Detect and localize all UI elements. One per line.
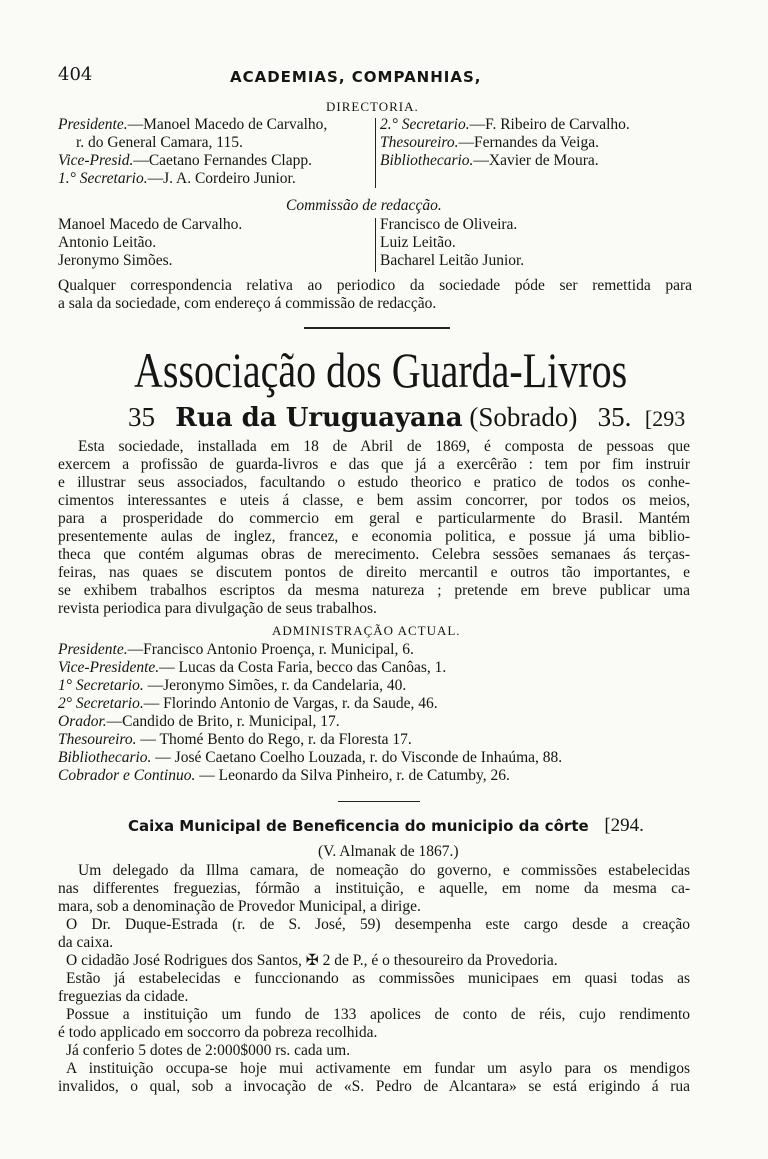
role-label: 1° Secretario. — [58, 677, 144, 694]
role-label: Presidente. — [58, 641, 128, 658]
member-text: r. do General Camara, 115. — [76, 134, 243, 151]
body-line: theca que contém algumas obras de merecimento. Celebra sessões semanaes ás terças- — [58, 546, 690, 563]
role-label: Cobrador e Continuo. — [58, 767, 196, 784]
note-line: Qualquer correspondencia relativa ao periodico da sociedade póde ser remettida para — [58, 277, 692, 294]
caixa-line: Estão já estabelecidas e funccionando as commissões municipaes em quasi todas as — [66, 970, 690, 987]
caixa-line: mara, sob a denominação de Provedor Municipal, a dirige. — [58, 898, 421, 915]
directoria-right-row — [380, 116, 630, 134]
role-label: Presidente. — [58, 116, 128, 133]
role-label: Vice-Presid. — [58, 152, 134, 169]
directoria-heading: DIRECTORIA. — [326, 99, 419, 114]
street-number: 35. — [597, 402, 632, 432]
body-line: Esta sociedade, installada em 18 de Abril de 1869, é composta de pessoas que — [78, 438, 690, 455]
body-line: revista periodica para divulgação de seus trabalhos. — [58, 600, 377, 617]
column-divider — [375, 218, 376, 272]
body-line: para a prosperidade do commercio em geral e particularmente do Brasil. Mantém — [58, 510, 690, 527]
directoria-left-row — [76, 134, 243, 152]
member-text: — José Caetano Coelho Louzada, r. do Visconde de Inhaúma, 88. — [151, 749, 563, 766]
body-line: exercem a profissão de guarda-livros e das que já a exercêrão : tem por fim instruir — [58, 456, 690, 473]
member-text: —Francisco Antonio Proença, r. Municipal, 6. — [127, 641, 414, 658]
admin-row — [58, 713, 340, 731]
caixa-line: Um delegado da Illma camara, de nomeação do governo, e commissões estabelecidas — [78, 862, 690, 879]
admin-row — [58, 695, 438, 713]
caixa-line: invalidos, o qual, sob a invocação de «S. Pedro de Alcantara» se está erigindo á rua — [58, 1078, 690, 1095]
role-label: Vice-Presidente. — [58, 659, 160, 676]
street-number: 35 — [128, 402, 155, 432]
role-label: Thesoureiro. — [380, 134, 459, 151]
commission-member: Luiz Leitão. — [380, 234, 456, 251]
member-text: —Caetano Fernandes Clapp. — [133, 152, 312, 169]
body-line: feiras, nas quaes se discutem pontos de direito mercantil e outros tão importantes, e — [58, 564, 690, 581]
member-text: —Manoel Macedo de Carvalho, — [127, 116, 328, 133]
separator-rule — [338, 801, 420, 802]
caixa-line: O cidadão José Rodrigues dos Santos, ✠ 2 de P., é o thesoureiro da Provedoria. — [66, 952, 558, 969]
admin-row — [58, 767, 510, 785]
member-text: —J. A. Cordeiro Junior. — [147, 170, 296, 187]
entry-ref: [294. — [604, 815, 644, 836]
running-title: ACADEMIAS, COMPANHIAS, — [230, 68, 482, 86]
caixa-line: Possue a instituição um fundo de 133 apolices de conto de réis, cujo rendimento — [66, 1006, 690, 1023]
body-line: presentemente aulas de inglez, francez, e economia politica, e possue já uma biblio- — [58, 528, 690, 545]
commission-heading: Commissão de redacção. — [286, 197, 442, 214]
role-label: 2° Secretario. — [58, 695, 144, 712]
admin-row — [58, 641, 414, 659]
member-text: —F. Ribeiro de Carvalho. — [469, 116, 630, 133]
role-label: 2.° Secretario. — [380, 116, 470, 133]
admin-row — [58, 677, 406, 695]
street-note: (Sobrado) — [469, 402, 578, 432]
member-text: — Florindo Antonio de Vargas, r. da Saude, 46. — [143, 695, 438, 712]
caixa-line: freguezias da cidade. — [58, 988, 189, 1005]
commission-member: Francisco de Oliveira. — [380, 216, 518, 233]
role-label: Bibliothecario. — [380, 152, 474, 169]
caixa-line: é todo applicado em soccorro da pobreza recolhida. — [58, 1024, 378, 1041]
directoria-left-row — [58, 116, 327, 134]
directoria-left-row — [58, 152, 312, 170]
member-text: — Thomé Bento do Rego, r. da Floresta 17. — [136, 731, 412, 748]
role-label: Thesoureiro. — [58, 731, 137, 748]
commission-member: Antonio Leitão. — [58, 234, 157, 251]
street-name: Rua da Uruguayana — [175, 403, 463, 433]
admin-row — [58, 749, 562, 767]
note-line: a sala da sociedade, com endereço á commissão de redacção. — [58, 295, 437, 312]
role-label: Bibliothecario. — [58, 749, 152, 766]
member-text: —Jeronymo Simões, r. da Candelaria, 40. — [143, 677, 407, 694]
commission-member: Manoel Macedo de Carvalho. — [58, 216, 243, 233]
role-label: 1.° Secretario. — [58, 170, 148, 187]
caixa-line: A instituição occupa-se hoje mui activamente em fundar um asylo para os mendigos — [66, 1060, 690, 1077]
entry-ref: [293 — [644, 406, 686, 431]
member-text: — Lucas da Costa Faria, becco das Canôas, 1. — [159, 659, 447, 676]
member-text: —Candido de Brito, r. Municipal, 17. — [106, 713, 340, 730]
admin-heading: ADMINISTRAÇÃO ACTUAL. — [272, 623, 461, 638]
column-divider — [375, 118, 376, 188]
caixa-line: nas differentes freguezias, fórmão a instituição, e aquelle, em nome da mesma ca- — [58, 880, 690, 897]
commission-member: Bacharel Leitão Junior. — [380, 252, 525, 269]
body-line: cimentos interessantes e uteis á classe, e bem assim concorrer, por todos os meios, — [58, 492, 690, 509]
page-number: 404 — [58, 64, 93, 85]
caixa-line: O Dr. Duque-Estrada (r. de S. José, 59) desempenha este cargo desde a creação — [66, 916, 690, 933]
caixa-line: Já conferio 5 dotes de 2:000$000 rs. cada um. — [66, 1042, 351, 1059]
member-text: —Xavier de Moura. — [473, 152, 599, 169]
directoria-right-row — [380, 152, 599, 170]
directoria-right-row — [380, 134, 599, 152]
caixa-line: da caixa. — [58, 934, 114, 951]
caixa-title-text: Caixa Municipal de Beneficencia do municipio da côrte — [128, 817, 589, 835]
caixa-title — [128, 815, 644, 837]
separator-rule — [304, 327, 450, 329]
member-text: —Fernandes da Veiga. — [458, 134, 599, 151]
body-line: e illustrar seus associados, facultando o estudo theorico e pratico de todos os conhe- — [58, 474, 690, 491]
association-title: Associação dos Guarda-Livros — [134, 342, 628, 398]
member-text: — Leonardo da Silva Pinheiro, r. de Catumby, 26. — [195, 767, 510, 784]
directoria-left-row — [58, 170, 296, 188]
admin-row — [58, 659, 446, 677]
body-line: se exhibem trabalhos escriptos da mesma natureza ; pretende em breve publicar uma — [58, 582, 690, 599]
role-label: Orador. — [58, 713, 107, 730]
admin-row — [58, 731, 412, 749]
commission-member: Jeronymo Simões. — [58, 252, 173, 269]
caixa-note: (V. Almanak de 1867.) — [318, 843, 459, 860]
association-address — [128, 402, 685, 433]
